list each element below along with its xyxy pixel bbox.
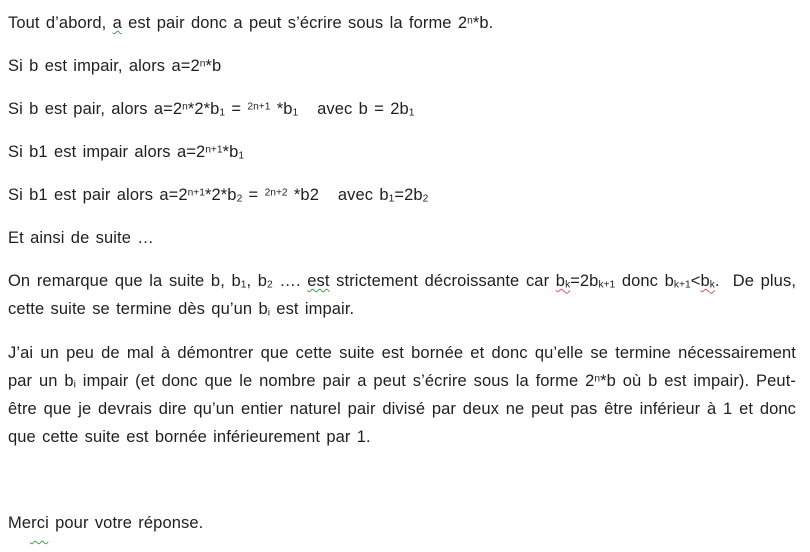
text-run: avec b [318,186,389,204]
text-run-sup: n+1 [205,144,223,156]
text-run-sub: 1 [388,193,395,205]
text-run: *b. [472,14,494,32]
para-case-b1-impair[interactable] [8,138,796,166]
text-run: = [242,186,265,204]
text-run: =2b [570,272,599,290]
text-run-sub-misspelled: k [565,279,571,291]
text-run-misspelled: b [700,272,710,290]
text-run: On remarque que la suite b, b [8,272,241,290]
text-run-sub: 1 [408,107,415,119]
text-run: < [690,272,701,290]
text-run: Tout d’abord, [8,14,113,32]
text-run-sup: n [594,373,601,385]
text-run: *b où b est impair). Peut-être que je devrais dire qu’un entier naturel pair divisé par deux ne peut pas être inférieur à 1 et donc que cette suite est bornée inférieurement par 1. [8,372,796,446]
text-run-sup: n [182,101,188,113]
text-run: impair (et donc que le nombre pair a peut s’écrire sous la forme 2 [75,372,595,390]
text-run: est impair. [270,300,355,318]
text-run: Et ainsi de suite … [8,229,154,247]
text-run-sub: 2 [267,279,273,291]
text-run-sup: n [467,15,473,27]
text-run-misspelled: a [112,14,122,32]
text-run: *2*b [187,100,220,118]
text-run-sub-misspelled: k [709,279,715,291]
text-run: , b [246,272,268,290]
text-run: strictement décroissante car [329,272,556,290]
para-et-ainsi[interactable] [8,224,796,252]
text-run: . De plus, cette suite se termine dès qu’un b [8,272,796,318]
text-run: Si b1 est pair alors a=2 [8,186,188,204]
text-run-sup: n [199,58,206,70]
text-run: *b [205,57,222,75]
para-case-b-pair[interactable] [8,95,796,123]
text-run-sub: k+1 [673,279,691,291]
text-run-sub: i [73,379,76,391]
text-run: est pair donc a peut s’écrire sous la forme 2 [121,14,468,32]
text-run-sup: 2n+1 [247,101,271,113]
para-empty[interactable] [8,466,796,494]
text-run-sub: 2 [422,193,429,205]
text-run: =2b [394,186,423,204]
text-run: Si b1 est impair alors a=2 [8,143,206,161]
para-case-b-impair[interactable] [8,52,796,80]
text-run: *b2 [287,186,319,204]
text-run: Si b est pair, alors a=2 [8,100,183,118]
text-run-sub: 2 [236,193,243,205]
text-run: donc b [615,272,674,290]
text-run: *2*b [204,186,237,204]
text-run-misspelled: est [307,272,330,290]
text-run-sub: 1 [219,107,226,119]
para-remarque[interactable] [8,267,796,323]
para-case-b1-pair[interactable] [8,181,796,209]
text-run-sup: 2n+2 [264,187,288,199]
text-run: Merci pour votre réponse. [8,514,204,532]
text-run-sub: 1 [240,279,247,291]
text-run-sub: 1 [238,150,245,162]
para-intro[interactable] [8,9,796,37]
text-run-sup: n+1 [187,187,205,199]
document-body[interactable] [8,9,796,552]
para-demonstration[interactable] [8,339,796,451]
text-run: *b [222,143,239,161]
para-merci[interactable] [8,509,796,537]
text-run-sub: 1 [292,107,299,119]
text-run: avec b = 2b [298,100,409,118]
text-run-sub: k+1 [598,279,616,291]
text-run: …. [272,272,308,290]
text-run-sub: i [267,307,271,319]
text-run: *b [270,100,293,118]
text-run-misspelled: b [555,272,566,290]
text-run: J’ai un peu de mal à démontrer que cette suite est bornée et donc qu’elle se termine nécessairement par un b [8,344,796,390]
text-run: = [225,100,248,118]
text-run: Si b est impair, alors a=2 [8,57,200,75]
